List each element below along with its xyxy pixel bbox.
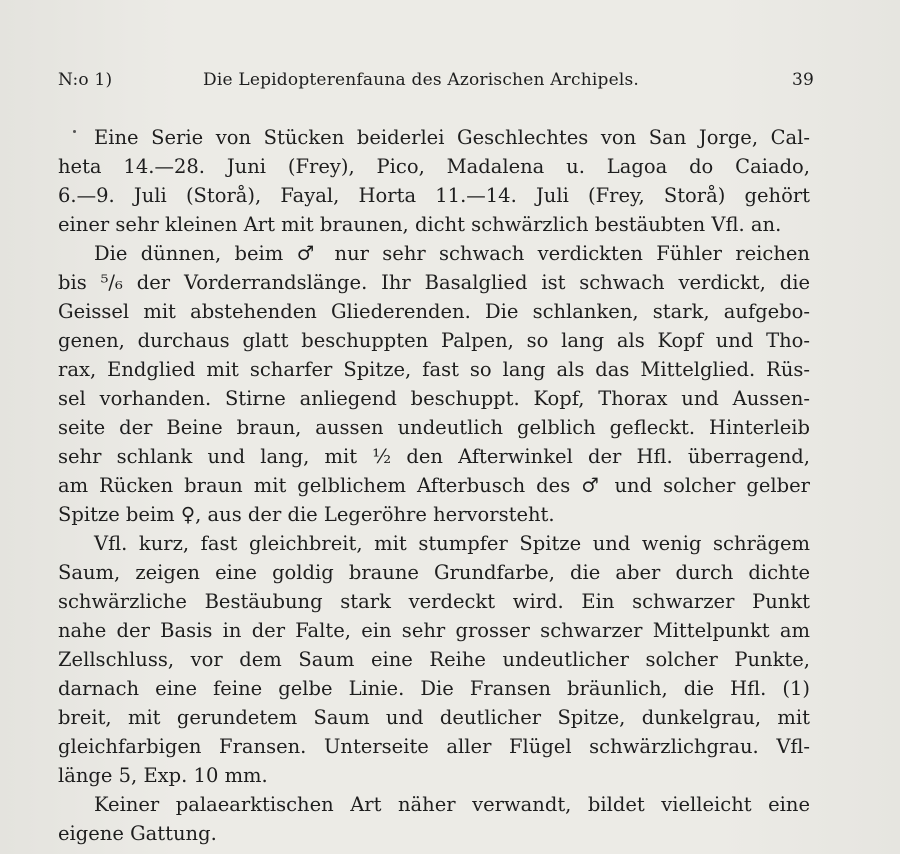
text-line: Die dünnen, beim ♂ nur sehr schwach verdickten Fühler reichen — [94, 242, 810, 265]
text-line: am Rücken braun mit gelblichem Afterbusch des ♂ und solcher gelber — [58, 474, 810, 497]
text-line: seite der Beine braun, aussen undeutlich gelblich gefleckt. Hinterleib — [58, 416, 810, 439]
text-line: genen, durchaus glatt beschuppten Palpen, so lang als Kopf und Tho- — [58, 329, 810, 352]
text-line: sel vorhanden. Stirne anliegend beschuppt. Kopf, Thorax und Aussen- — [58, 387, 810, 410]
text-line: schwärzliche Bestäubung stark verdeckt wird. Ein schwarzer Punkt — [58, 590, 810, 613]
text-line: rax, Endglied mit scharfer Spitze, fast so lang als das Mittelglied. Rüs- — [58, 358, 810, 381]
text-line: nahe der Basis in der Falte, ein sehr grosser schwarzer Mittelpunkt am — [58, 619, 810, 642]
text-line: Zellschluss, vor dem Saum eine Reihe undeutlicher solcher Punkte, — [58, 648, 810, 671]
series-number: N:o 1) — [58, 70, 113, 90]
text-line: darnach eine feine gelbe Linie. Die Fransen bräunlich, die Hfl. (1) — [58, 677, 810, 700]
text-line: Saum, zeigen eine goldig braune Grundfarbe, die aber durch dichte — [58, 561, 810, 584]
page-number: 39 — [791, 70, 814, 90]
text-line: breit, mit gerundetem Saum und deutlicher Spitze, dunkelgrau, mit — [58, 706, 810, 729]
text-line: bis ⁵/₆ der Vorderrandslänge. Ihr Basalglied ist schwach verdickt, die — [58, 271, 810, 294]
text-line: Keiner palaearktischen Art näher verwandt, bildet vielleicht eine — [94, 793, 810, 816]
running-title: Die Lepidopterenfauna des Azorischen Archipels. — [203, 70, 640, 90]
text-line: eigene Gattung. — [58, 822, 217, 845]
text-line: einer sehr kleinen Art mit braunen, dicht schwärzlich bestäubten Vfl. an. — [58, 213, 782, 236]
running-header — [58, 70, 814, 94]
text-line: Spitze beim ♀, aus der die Legeröhre hervorsteht. — [58, 503, 555, 526]
text-line: Eine Serie von Stücken beiderlei Geschlechtes von San Jorge, Cal- — [94, 126, 810, 149]
body-text — [58, 123, 810, 848]
text-line: sehr schlank und lang, mit ½ den Afterwinkel der Hfl. überragend, — [58, 445, 810, 468]
text-line: länge 5, Exp. 10 mm. — [58, 764, 268, 787]
text-line: heta 14.—28. Juni (Frey), Pico, Madalena u. Lagoa do Caiado, — [58, 155, 810, 178]
text-line: Vfl. kurz, fast gleichbreit, mit stumpfer Spitze und wenig schrägem — [94, 532, 810, 555]
text-line: Geissel mit abstehenden Gliederenden. Die schlanken, stark, aufgebo- — [58, 300, 810, 323]
text-line: gleichfarbigen Fransen. Unterseite aller Flügel schwärzlichgrau. Vfl- — [58, 735, 810, 758]
text-line: 6.—9. Juli (Storå), Fayal, Horta 11.—14. Juli (Frey, Storå) gehört — [58, 184, 810, 207]
